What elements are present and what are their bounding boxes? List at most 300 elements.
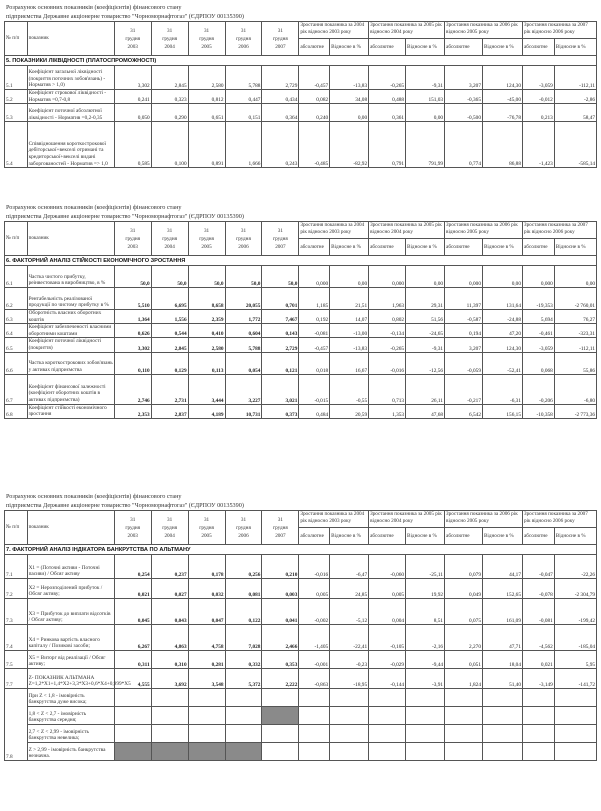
header-rel: Відносне в %: [330, 239, 369, 256]
row-label: Коефіцієнт загальної ліквідності (покриття поточних зобов'язань) - Норматив > 1,0): [27, 66, 114, 90]
header-indicator: показник: [27, 22, 114, 56]
header-month: грудня: [199, 524, 214, 531]
value-cell: 0,791: [369, 122, 406, 168]
value-cell: 47,20: [482, 324, 522, 338]
value-cell: 0,256: [225, 555, 262, 579]
header-abs: абсолютне: [522, 528, 554, 545]
row-label: X3 = Прибуток до виплати відсотків / Обсяг активу;: [27, 599, 114, 625]
header-month: грудня: [236, 235, 251, 242]
value-cell: 8,658: [188, 288, 225, 310]
header-month: грудня: [273, 35, 288, 42]
value-cell: 0,068: [522, 352, 554, 374]
value-cell: 76,27: [554, 310, 596, 324]
empty-cell: [225, 725, 262, 743]
header-month: грудня: [125, 235, 141, 242]
value-cell: 21,51: [330, 288, 369, 310]
header-year: 2004: [164, 532, 175, 539]
value-cell: -0,059: [445, 352, 483, 374]
value-cell: 5,95: [554, 651, 596, 669]
value-cell: 3,692: [151, 669, 188, 689]
value-cell: 0,240: [299, 104, 330, 122]
value-cell: 0,049: [445, 579, 483, 599]
row-number: 7.7: [5, 669, 28, 689]
value-cell: 2,729: [262, 338, 299, 352]
value-cell: -45,00: [482, 90, 522, 104]
value-cell: 0,243: [262, 122, 299, 168]
empty-cell: [482, 689, 522, 707]
value-cell: 3,548: [188, 669, 225, 689]
header-year: 2006: [238, 43, 249, 50]
header-year: 2003: [127, 243, 138, 250]
value-cell: 0,281: [188, 651, 225, 669]
value-cell: 0,100: [151, 122, 188, 168]
header-year-3: [225, 222, 262, 256]
value-cell: 0,032: [188, 579, 225, 599]
header-growth-0: Зростання показника за 2004 рік відносно 2003 року: [299, 22, 369, 39]
indicator-table: [4, 510, 597, 761]
value-cell: 0,043: [151, 599, 188, 625]
value-cell: 47,71: [482, 625, 522, 651]
value-cell: 55,86: [554, 352, 596, 374]
row-label: Співвідношення короткострокової дебіторської+векселі отримані та кредиторської+векселі видані заборгованостей - Норматив => 1,0: [27, 122, 114, 168]
value-cell: 0,075: [445, 599, 483, 625]
value-cell: -0,265: [369, 338, 406, 352]
value-cell: 20,59: [330, 404, 369, 418]
empty-cell: [522, 743, 554, 761]
shaded-cell: [151, 743, 188, 761]
value-cell: 19,92: [406, 579, 445, 599]
header-abs: абсолютне: [369, 528, 406, 545]
value-cell: 0,005: [369, 579, 406, 599]
value-cell: -3,91: [406, 669, 445, 689]
value-cell: 3,207: [445, 66, 483, 90]
value-cell: 0,004: [369, 599, 406, 625]
report-title-line1: Розрахунок основних показників (коефіцієнтів) фінансового стану: [6, 204, 182, 211]
value-cell: 2,845: [151, 66, 188, 90]
value-cell: 6,542: [445, 404, 483, 418]
value-cell: 791,99: [406, 122, 445, 168]
value-cell: -0,105: [369, 625, 406, 651]
value-cell: 0,041: [262, 599, 299, 625]
header-year-2: [188, 222, 225, 256]
value-cell: 0,310: [151, 651, 188, 669]
row-label: Z- ПОКАЗНИК АЛЬТМАНА Z=1,2*X1+1,4*X2+3,3*X3+0,6*X4+0,999*X5: [27, 669, 114, 689]
row-number: 7.4: [5, 625, 28, 651]
value-cell: -6,31: [482, 374, 522, 404]
value-cell: 0,082: [299, 90, 330, 104]
scale-label: Z > 2,99 - імовірність банкрутства незначна.: [27, 743, 114, 761]
value-cell: 2,353: [114, 404, 151, 418]
scale-row: [5, 689, 597, 707]
value-cell: 124,30: [482, 66, 522, 90]
row-label: Рентабельність реалізованої продукції по чистому прибутку в %: [27, 288, 114, 310]
header-abs: абсолютне: [299, 528, 330, 545]
empty-cell: [406, 743, 445, 761]
value-cell: -22,41: [330, 625, 369, 651]
header-growth-1: Зростання показника за 2005 рік відносно 2004 року: [369, 511, 445, 528]
value-cell: 4,758: [188, 625, 225, 651]
empty-cell: [482, 725, 522, 743]
value-cell: -18,95: [330, 669, 369, 689]
header-rel: Відносне в %: [482, 528, 522, 545]
value-cell: 0,00: [330, 266, 369, 288]
row-label: X2 = Нерозподілений прибуток / Обсяг активу;: [27, 579, 114, 599]
header-month: грудня: [236, 35, 251, 42]
row-number: 5.2: [5, 90, 28, 104]
value-cell: 0,00: [554, 266, 596, 288]
value-cell: -3,059: [522, 338, 554, 352]
header-month: грудня: [125, 524, 141, 531]
value-cell: 0,237: [151, 555, 188, 579]
header-abs: абсолютне: [522, 39, 554, 56]
empty-cell: [369, 707, 406, 725]
empty-cell: [299, 707, 330, 725]
scale-row: [5, 707, 597, 725]
value-cell: 1,824: [445, 669, 483, 689]
value-cell: 0,113: [188, 352, 225, 374]
header-month: грудня: [273, 524, 288, 531]
value-cell: -0,217: [445, 374, 483, 404]
header-year: 2004: [164, 243, 175, 250]
value-cell: 0,626: [114, 324, 151, 338]
value-cell: 44,17: [482, 555, 522, 579]
empty-cell: [262, 743, 299, 761]
header-rel: Відносне в %: [406, 528, 445, 545]
empty-cell: [554, 707, 596, 725]
value-cell: 0,544: [151, 324, 188, 338]
row-number: 5.3: [5, 104, 28, 122]
header-day: 31: [167, 27, 173, 34]
value-cell: -0,015: [299, 374, 330, 404]
value-cell: -0,587: [445, 310, 483, 324]
value-cell: -0,485: [299, 122, 330, 168]
value-cell: 0,713: [369, 374, 406, 404]
value-cell: 3,444: [188, 374, 225, 404]
empty-cell: [406, 707, 445, 725]
header-abs: абсолютне: [445, 528, 483, 545]
value-cell: 0,143: [262, 324, 299, 338]
value-cell: 2,837: [151, 404, 188, 418]
empty-cell: [482, 707, 522, 725]
report-block-2: [4, 492, 597, 761]
value-cell: 1,556: [151, 310, 188, 324]
row-number: 7.1: [5, 555, 28, 579]
value-cell: -0,016: [369, 352, 406, 374]
value-cell: 4,189: [188, 404, 225, 418]
header-year-4: [262, 222, 299, 256]
value-cell: -0,029: [369, 651, 406, 669]
header-growth-2: Зростання показника за 2006 рік відносно 2005 року: [445, 222, 523, 239]
value-cell: 0,000: [299, 266, 330, 288]
table-row: [5, 66, 597, 90]
value-cell: 0,484: [299, 404, 330, 418]
header-day: 31: [240, 227, 247, 234]
header-year-1: [151, 22, 188, 56]
value-cell: 0,364: [262, 104, 299, 122]
header-day: 31: [203, 27, 210, 34]
value-cell: -2,86: [554, 90, 596, 104]
value-cell: -5,12: [330, 599, 369, 625]
value-cell: 51,56: [406, 310, 445, 324]
empty-cell: [369, 689, 406, 707]
row-number: 6.4: [5, 324, 28, 338]
header-rel: Відносне в %: [554, 39, 596, 56]
value-cell: 0,110: [114, 352, 151, 374]
row-label: Частка чистого прибутку, реінвестована в виробництво, в %: [27, 266, 114, 288]
empty-cell: [554, 725, 596, 743]
value-cell: 0,003: [262, 579, 299, 599]
header-no: № п/п: [5, 511, 28, 545]
value-cell: 47,68: [406, 404, 445, 418]
value-cell: -1,423: [522, 122, 554, 168]
value-cell: 0,332: [225, 651, 262, 669]
header-month: грудня: [199, 35, 214, 42]
row-number: 7.8: [5, 689, 28, 761]
header-year: 2003: [127, 532, 138, 539]
value-cell: 0,121: [262, 352, 299, 374]
empty-cell: [151, 725, 188, 743]
empty-cell: [299, 689, 330, 707]
row-label: Коефіцієнт поточної ліквідності (покриття): [27, 338, 114, 352]
table-row: [5, 122, 597, 168]
empty-cell: [369, 725, 406, 743]
empty-cell: [522, 725, 554, 743]
header-month: грудня: [125, 35, 141, 42]
row-label: Частка короткострокових зобов'язань у активах підприємства: [27, 352, 114, 374]
value-cell: -25,11: [406, 555, 445, 579]
table-row: [5, 651, 597, 669]
value-cell: 24,85: [330, 579, 369, 599]
table-row: [5, 310, 597, 324]
shaded-cell: [225, 743, 262, 761]
empty-cell: [445, 689, 483, 707]
value-cell: 4,863: [151, 625, 188, 651]
value-cell: 2,731: [151, 374, 188, 404]
value-cell: -76,78: [482, 104, 522, 122]
header-growth-1: Зростання показника за 2005 рік відносно 2004 року: [369, 22, 445, 39]
header-growth-3: Зростання показника за 2007 рік відносно 2006 року: [522, 222, 596, 239]
value-cell: 0,079: [445, 555, 483, 579]
header-growth-0: Зростання показника за 2004 рік відносно 2003 року: [299, 222, 369, 239]
table-row: [5, 579, 597, 599]
value-cell: 4,555: [114, 669, 151, 689]
value-cell: -0,144: [369, 669, 406, 689]
section-title: 6. ФАКТОРНИЙ АНАЛІЗ СТІЙКОСТІ ЕКОНОМІЧНОГО ЗРОСТАННЯ: [5, 256, 597, 266]
value-cell: 50,0: [151, 266, 188, 288]
value-cell: 50,0: [114, 266, 151, 288]
value-cell: -0,457: [299, 338, 330, 352]
header-no: № п/п: [5, 22, 28, 56]
value-cell: -22,26: [554, 555, 596, 579]
value-cell: 0,018: [299, 352, 330, 374]
value-cell: 0,005: [299, 579, 330, 599]
value-cell: 0,050: [114, 104, 151, 122]
row-number: 6.5: [5, 338, 28, 352]
value-cell: 0,054: [225, 352, 262, 374]
empty-cell: [188, 725, 225, 743]
header-abs: абсолютне: [369, 239, 406, 256]
header-year-3: [225, 511, 262, 545]
value-cell: -9,31: [406, 338, 445, 352]
value-cell: 10,731: [225, 404, 262, 418]
report-title-line2: підприємства Державне акціонерне товариство "Чорноморнафтогаз" (ЄДРПОУ 00135390): [6, 502, 244, 509]
header-rel: Відносне в %: [406, 239, 445, 256]
value-cell: 1,963: [369, 288, 406, 310]
header-growth-2: Зростання показника за 2006 рік відносно 2005 року: [445, 22, 523, 39]
value-cell: -2,16: [406, 625, 445, 651]
header-growth-1: Зростання показника за 2005 рік відносно 2004 року: [369, 222, 445, 239]
header-month: грудня: [162, 524, 177, 531]
value-cell: 156,15: [482, 404, 522, 418]
report-title-line2: підприємства Державне акціонерне товариство "Чорноморнафтогаз" (ЄДРПОУ 00135390): [6, 13, 244, 20]
value-cell: 151,03: [406, 90, 445, 104]
row-number: 7.5: [5, 651, 28, 669]
row-number: 6.3: [5, 310, 28, 324]
header-rel: Відносне в %: [330, 528, 369, 545]
value-cell: -82,92: [330, 122, 369, 168]
header-abs: абсолютне: [522, 239, 554, 256]
header-day: 31: [240, 27, 247, 34]
value-cell: 50,0: [188, 266, 225, 288]
empty-cell: [299, 743, 330, 761]
empty-cell: [522, 689, 554, 707]
value-cell: -0,265: [369, 66, 406, 90]
value-cell: 0,045: [114, 599, 151, 625]
header-year-2: [188, 511, 225, 545]
value-cell: 0,000: [369, 266, 406, 288]
value-cell: 0,151: [225, 104, 262, 122]
table-row: [5, 374, 597, 404]
empty-cell: [330, 689, 369, 707]
header-year: 2005: [201, 243, 212, 250]
empty-cell: [330, 725, 369, 743]
value-cell: 0,194: [445, 324, 483, 338]
value-cell: 5,372: [225, 669, 262, 689]
empty-cell: [554, 689, 596, 707]
value-cell: 8,51: [406, 599, 445, 625]
header-year: 2007: [275, 243, 286, 250]
value-cell: 5,694: [522, 310, 554, 324]
header-row-top: [5, 222, 597, 239]
row-label: Коефіцієнт фінансової залежності (коефіцієнт оборотних коштів в активах підприємства): [27, 374, 114, 404]
header-abs: абсолютне: [369, 39, 406, 56]
value-cell: 124,30: [482, 338, 522, 352]
value-cell: -3,059: [522, 66, 554, 90]
scale-label: 2,7 < Z < 2,99 - імовірність банкрутства невелика;: [27, 725, 114, 743]
value-cell: 3,207: [445, 338, 483, 352]
row-number: 5.1: [5, 66, 28, 90]
value-cell: -0,55: [330, 374, 369, 404]
value-cell: -2 760,01: [554, 288, 596, 310]
empty-cell: [330, 707, 369, 725]
scale-row: [5, 725, 597, 743]
header-month: грудня: [273, 235, 288, 242]
header-day: 31: [130, 27, 136, 34]
value-cell: -24,88: [482, 310, 522, 324]
value-cell: -1,405: [299, 625, 330, 651]
value-cell: 0,122: [225, 599, 262, 625]
value-cell: 0,701: [262, 288, 299, 310]
header-rel: Відносне в %: [554, 239, 596, 256]
value-cell: 131,64: [482, 288, 522, 310]
value-cell: 86,88: [482, 122, 522, 168]
value-cell: -4,562: [522, 625, 554, 651]
table-row: [5, 338, 597, 352]
value-cell: -0,863: [299, 669, 330, 689]
value-cell: 0,00: [406, 266, 445, 288]
value-cell: -19,353: [522, 288, 554, 310]
value-cell: 0,027: [151, 579, 188, 599]
value-cell: 0,361: [369, 104, 406, 122]
value-cell: -0,365: [445, 90, 483, 104]
value-cell: 34,08: [330, 90, 369, 104]
value-cell: 58,47: [554, 104, 596, 122]
value-cell: -0,047: [522, 555, 554, 579]
header-year: 2003: [127, 43, 138, 50]
empty-cell: [445, 725, 483, 743]
value-cell: -185,04: [554, 625, 596, 651]
value-cell: 7,467: [262, 310, 299, 324]
header-month: грудня: [162, 35, 177, 42]
value-cell: -2 304,79: [554, 579, 596, 599]
indicator-table: [4, 221, 597, 419]
section-title: 5. ПОКАЗНИКИ ЛІКВІДНОСТІ (ПЛАТОСПРОМОЖНОСТІ): [5, 56, 597, 66]
indicator-table: [4, 21, 597, 168]
value-cell: 3,302: [114, 66, 151, 90]
value-cell: 0,047: [188, 599, 225, 625]
header-abs: абсолютне: [445, 39, 483, 56]
value-cell: -12,56: [406, 352, 445, 374]
value-cell: 50,0: [225, 266, 262, 288]
value-cell: 16,67: [330, 352, 369, 374]
value-cell: 0,585: [114, 122, 151, 168]
value-cell: 5,788: [225, 338, 262, 352]
value-cell: -0,002: [299, 599, 330, 625]
value-cell: -0,001: [299, 651, 330, 669]
section-row: [5, 256, 597, 266]
header-abs: абсолютне: [299, 239, 330, 256]
table-row: [5, 104, 597, 122]
value-cell: 0,812: [188, 90, 225, 104]
value-cell: 3,021: [262, 374, 299, 404]
table-row: [5, 599, 597, 625]
report-block-0: [4, 3, 597, 168]
value-cell: -112,11: [554, 338, 596, 352]
value-cell: 161,09: [482, 599, 522, 625]
report-title-line1: Розрахунок основних показників (коефіцієнтів) фінансового стану: [6, 4, 182, 11]
header-month: грудня: [236, 524, 251, 531]
value-cell: 152,65: [482, 579, 522, 599]
header-indicator: показник: [27, 222, 114, 256]
empty-cell: [445, 743, 483, 761]
header-day: 31: [277, 27, 283, 34]
scale-label: При Z < 1,8 - імовірність банкрутства дуже висока;: [27, 689, 114, 707]
value-cell: 5,788: [225, 66, 262, 90]
empty-cell: [406, 725, 445, 743]
report-title-line1: Розрахунок основних показників (коефіцієнтів) фінансового стану: [6, 493, 182, 500]
empty-cell: [188, 689, 225, 707]
table-row: [5, 352, 597, 374]
header-day: 31: [203, 516, 210, 523]
shaded-cell: [188, 743, 225, 761]
value-cell: -323,31: [554, 324, 596, 338]
row-number: 6.7: [5, 374, 28, 404]
value-cell: -0,461: [522, 324, 554, 338]
value-cell: 6,267: [114, 625, 151, 651]
header-year-0: [114, 511, 151, 545]
row-number: 6.6: [5, 352, 28, 374]
shaded-cell: [262, 707, 299, 725]
